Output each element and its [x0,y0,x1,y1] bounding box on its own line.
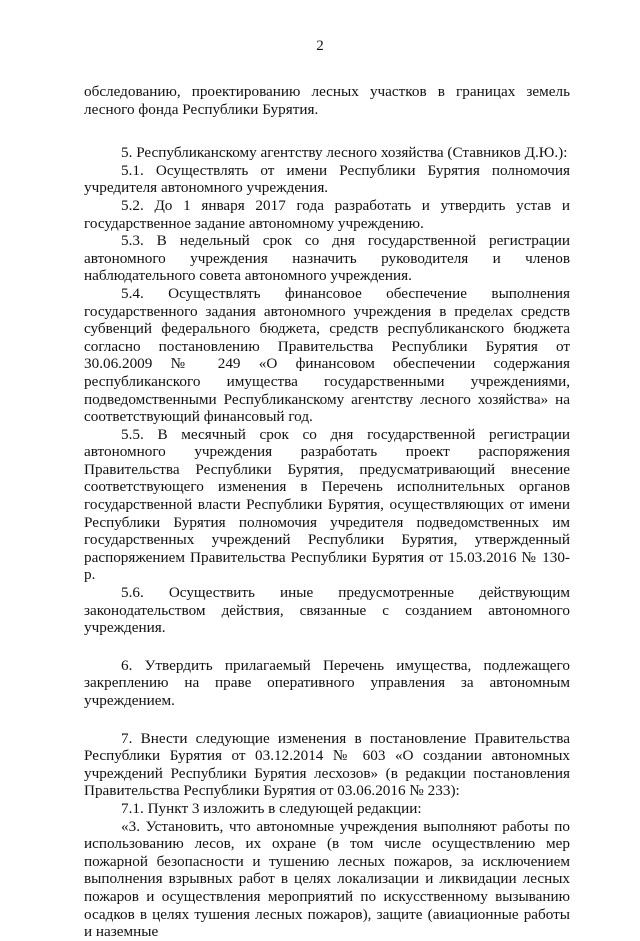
paragraph-item-5-2: 5.2. До 1 января 2017 года разработать и утвердить устав и государственное задание автономному учреждению. [84,196,570,232]
paragraph-item-5-1: 5.1. Осуществлять от имени Республики Бурятия полномочия учредителя автономного учреждения. [84,161,570,197]
paragraph-item-5-4: 5.4. Осуществлять финансовое обеспечение выполнения государственного задания автономного учреждения в пределах средств субвенций федерального бюджета, средств республиканского бюджета согласно постановлению Правительства Республики Бурятия от 30.06.2009 № 249 «О финансовом обеспечении содержания республиканского имущества государственными учреждениями, подведомственными Республиканскому агентству лесного хозяйства» на соответствующий финансовый год. [84,284,570,426]
paragraph-item-5-5: 5.5. В месячный срок со дня государственной регистрации автономного учреждения разработать проект распоряжения Правительства Республики Бурятия, предусматривающий внесение соответствующего изменения в Перечень исполнительных органов государственной власти Республики Бурятия, осуществляющих от имени Республики Бурятия полномочия учредителя подведомственных им государственных учреждений Республики Бурятия, утвержденный распоряжением Правительства Республики Бурятия от 15.03.2016 № 130-р. [84,425,570,584]
paragraph-item-5-3: 5.3. В недельный срок со дня государственной регистрации автономного учреждения назначить руководителя и членов наблюдательного совета автономного учреждения. [84,232,570,285]
paragraph-continuation: обследованию, проектированию лесных участков в границах земель лесного фонда Республики Бурятия. [84,83,570,118]
paragraph-item-6: 6. Утвердить прилагаемый Перечень имущества, подлежащего закреплению на праве оперативного управления за автономным учреждением. [84,656,570,709]
paragraph-item-7-1: 7.1. Пункт 3 изложить в следующей редакции: [121,799,422,817]
paragraph-item-7: 7. Внести следующие изменения в постановление Правительства Республики Бурятия от 03.12.2014 № 603 «О создании автономных учреждений Республики Бурятия лесхозов» (в редакции постановления Правительства Республики Бурятия от 03.06.2016 № 233): [84,729,570,800]
paragraph-item-5-6: 5.6. Осуществить иные предусмотренные действующим законодательством действия, связанные с созданием автономного учреждения. [84,584,570,637]
paragraph-item-5: 5. Республиканскому агентству лесного хозяйства (Ставников Д.Ю.): [121,144,568,162]
paragraph-quoted-item-3: «3. Установить, что автономные учреждения выполняют работы по использованию лесов, их охране (в том числе осуществлению мер пожарной безопасности и тушению лесных пожаров, за исключением выполнения взрывных работ в целях локализации и ликвидации лесных пожаров и осуществления мероприятий по искусственному вызыванию осадков в целях тушения лесных пожаров), защите (авиационные работы и наземные [84,817,570,941]
page-number: 2 [316,38,324,54]
document-body [84,83,570,941]
